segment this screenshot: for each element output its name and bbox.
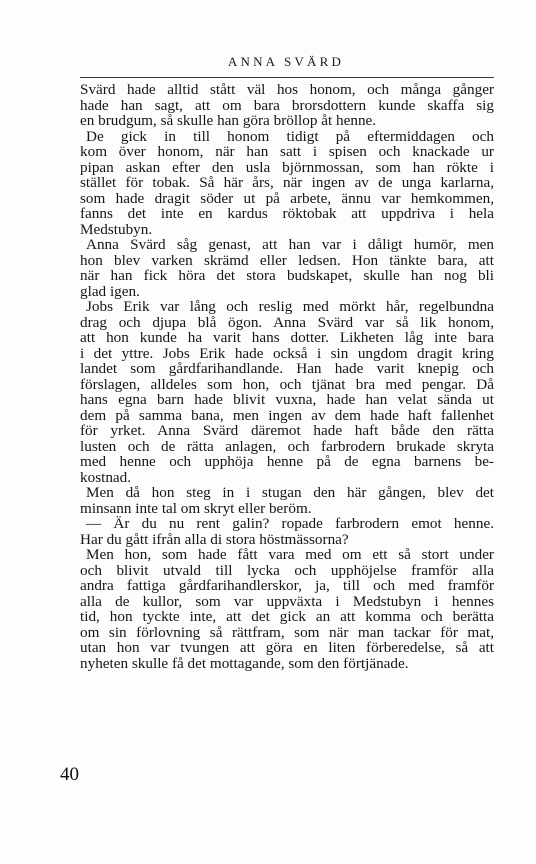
- page-number: 40: [60, 764, 79, 785]
- text-line: stället för tobak. Så här års, när ingen av de unga karlarna,: [80, 175, 494, 191]
- text-line: Men hon, som hade fått vara med om ett så stort under: [86, 547, 494, 563]
- text-line: alla de kullor, som var uppväxta i Medstubyn i hennes: [80, 593, 494, 609]
- text-line: Anna Svärd såg genast, att han var i dåligt humör, men: [86, 237, 494, 253]
- text-line: att hon kunde ha varit hans dotter. Likheten låg inte bara: [80, 330, 494, 346]
- running-head: ANNA SVÄRD: [227, 54, 345, 69]
- text-line: Medstubyn.: [80, 221, 153, 237]
- text-line: hade han sagt, att om bara brorsdottern kunde skaffa sig: [80, 97, 494, 113]
- text-line: nyheten skulle få det mottagande, som den förtjänade.: [80, 655, 409, 671]
- text-line: Har du gått ifrån alla di stora höstmässorna?: [80, 531, 349, 547]
- text-line: glad igen.: [80, 283, 140, 299]
- text-line: med henne och upphöja henne på de egna barnens be-: [80, 454, 494, 470]
- text-line: kom över honom, när han satt i spisen och knackade ur: [80, 144, 494, 160]
- text-line: dem på samma bana, men ingen av dem hade haft fallenhet: [80, 407, 494, 423]
- text-line: när han fick höra det stora budskapet, skulle han nog bli: [80, 268, 494, 284]
- text-line: lusten och de rätta anlagen, och farbrodern brukade skryta: [80, 438, 494, 454]
- text-line: landet som gårdfarihandlande. Han hade varit knepig och: [80, 361, 494, 377]
- text-line: Svärd hade alltid stått väl hos honom, och många gånger: [80, 82, 494, 98]
- text-line: utan hon var tvungen att göra en liten förberedelse, så att: [80, 640, 494, 656]
- text-line: om sin förlovning så rättfram, som när man tackar för mat,: [80, 624, 494, 640]
- text-line: — Är du nu rent galin? ropade farbrodern emot henne.: [86, 516, 494, 532]
- text-line: förslagen, alldeles som hon, och tjänat bra med pengar. Då: [80, 376, 494, 392]
- text-line: i det yttre. Jobs Erik hade också i sin ungdom dragit kring: [80, 345, 494, 361]
- text-line: kostnad.: [80, 469, 132, 485]
- text-line: De gick in till honom tidigt på eftermiddagen och: [86, 128, 494, 144]
- text-line: hon blev varken skrämd eller ledsen. Hon tänkte bara, att: [80, 252, 494, 268]
- text-line: fanns det inte en kardus röktobak att uppdriva i hela: [80, 206, 494, 222]
- body-text: [80, 82, 494, 671]
- text-line: tid, hon tyckte inte, att det gick an att komma och berätta: [80, 609, 494, 625]
- text-line: för yrket. Anna Svärd däremot hade haft både den rätta: [80, 423, 494, 439]
- text-line: en brudgum, så skulle han göra bröllop åt henne.: [80, 113, 377, 129]
- text-line: hans egna barn hade blivit vuxna, hade han velat sända ut: [80, 392, 494, 408]
- text-line: andra fattiga gårdfarihandlerskor, ja, till och med framför: [80, 578, 494, 594]
- text-line: drag och djupa blå ögon. Anna Svärd var så lik honom,: [80, 314, 494, 330]
- text-line: och blivit utvald till lycka och upphöjelse framför alla: [80, 562, 494, 578]
- text-line: pipan askan efter den usla björnmossan, som han rökte i: [80, 159, 494, 175]
- text-line: Men då hon steg in i stugan den här gången, blev det: [86, 485, 494, 501]
- text-line: Jobs Erik var lång och reslig med mörkt hår, regelbundna: [86, 299, 494, 315]
- header-rule: [80, 77, 494, 78]
- text-line: som hade dragit söder ut på arbete, ännu var hemkommen,: [80, 190, 494, 206]
- text-line: minsann inte tal om skryt eller beröm.: [80, 500, 312, 516]
